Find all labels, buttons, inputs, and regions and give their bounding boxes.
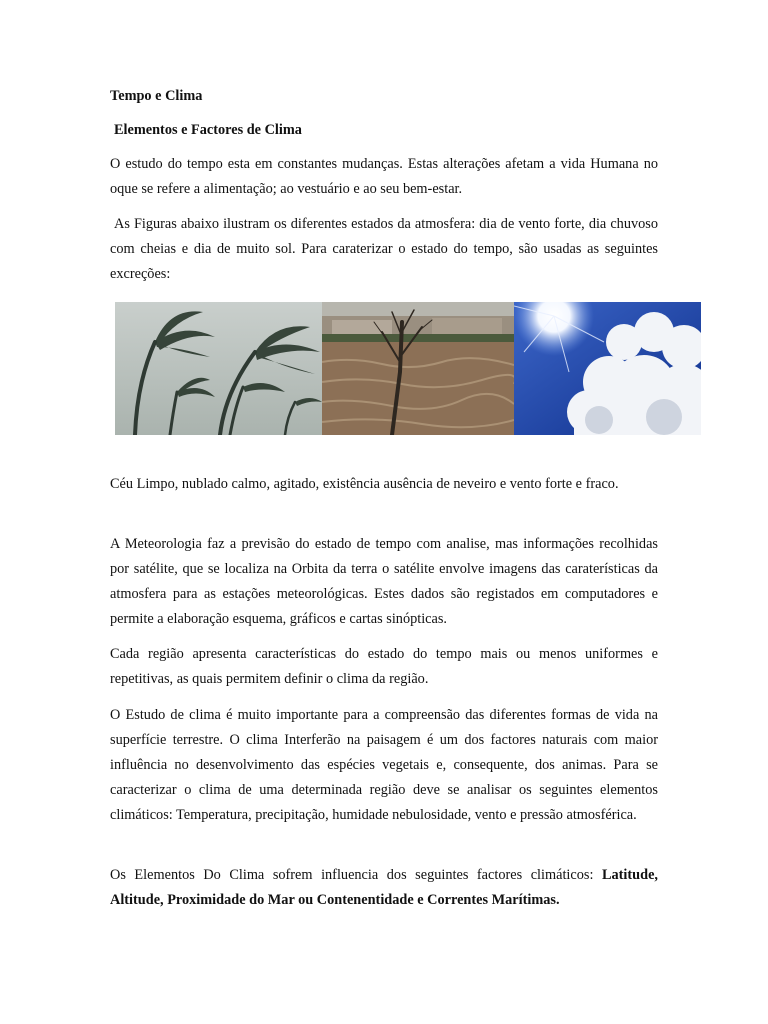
weather-photos-strip	[115, 302, 701, 435]
flood-tree-photo	[322, 302, 514, 435]
section-heading: Elementos e Factores de Clima	[114, 122, 302, 138]
paragraph: Céu Limpo, nublado calmo, agitado, existência ausência de neveiro e vento forte e fraco.	[110, 476, 619, 492]
paragraph	[110, 863, 658, 913]
paragraph: O Estudo de clima é muito importante para a compreensão das diferentes formas de vida na superfície terrestre. O clima Interferão na paisagem é um dos factores naturais com maior influência no desenvolvimento das espécies vegetais e, consequente, dos animas. Para se caracterizar o clima de uma determinada região deve se analisar os seguintes elementos climáticos: Temperatura, precipitação, humidade nebulosidade, vento e pressão atmosférica.	[110, 707, 658, 823]
paragraph: O estudo do tempo esta em constantes mudanças. Estas alterações afetam a vida Humana no oque se refere a alimentação; ao vestuário e ao seu bem-estar.	[110, 156, 658, 197]
climate-factors-list: Latitude, Altitude, Proximidade do Mar ou Contenentidade e Correntes Marítimas.	[110, 867, 658, 908]
windy-palm-trees-photo	[115, 302, 322, 435]
paragraph: As Figuras abaixo ilustram os diferentes estados da atmosfera: dia de vento forte, dia chuvoso com cheias e dia de muito sol. Para caraterizar o estado do tempo, são usadas as seguintes excreções:	[110, 216, 658, 282]
document-title: Tempo e Clima	[110, 88, 203, 104]
sun-cloud-photo	[514, 302, 701, 435]
paragraph: A Meteorologia faz a previsão do estado de tempo com analise, mas informações recolhidas por satélite, que se localiza na Orbita da terra o satélite envolve imagens das caraterísticas da atmosfera para as estações meteorológicas. Estes dados são registados em computadores e permite a elaboração esquema, gráficos e cartas sinópticas.	[110, 536, 658, 627]
paragraph-intro: Os Elementos Do Clima sofrem influencia dos seguintes factores climáticos:	[110, 867, 602, 883]
paragraph: Cada região apresenta características do estado do tempo mais ou menos uniformes e repetitivas, as quais permitem definir o clima da região.	[110, 646, 658, 687]
